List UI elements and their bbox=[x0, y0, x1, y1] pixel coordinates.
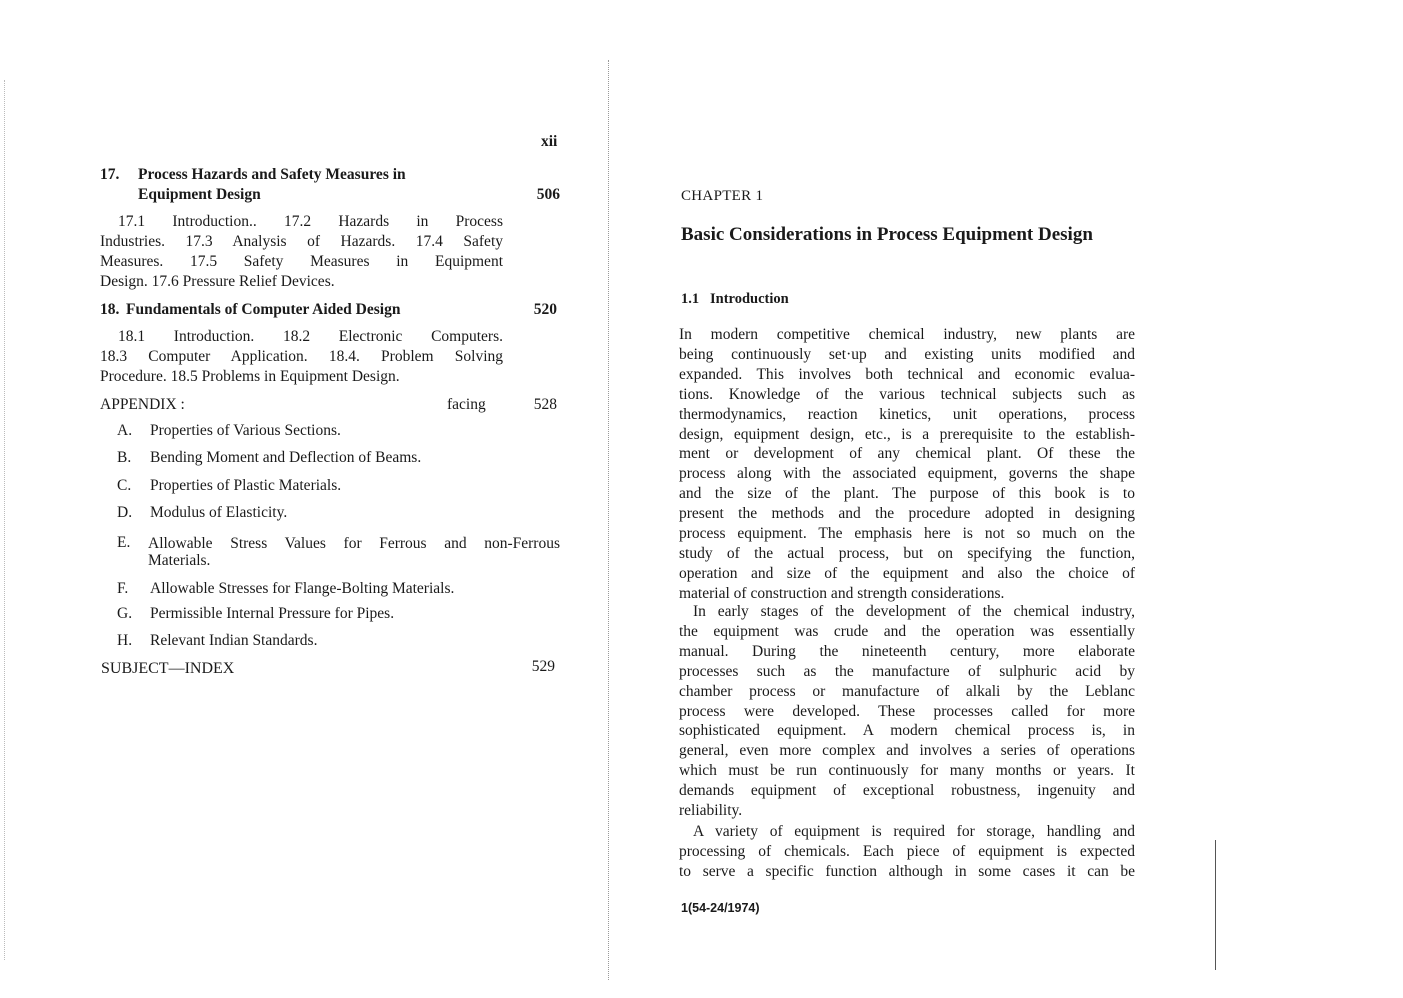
paragraph-line: being continuously set·up and existing units modified and bbox=[679, 345, 1135, 363]
chapter-title: Basic Considerations in Process Equipment Design bbox=[681, 224, 1093, 245]
subject-index-heading: SUBJECT—INDEX bbox=[101, 660, 235, 677]
paragraph-line: design, equipment design, etc., is a prerequisite to the establish- bbox=[679, 425, 1135, 443]
text-line: Measures. 17.5 Safety Measures in Equipment bbox=[100, 253, 503, 270]
paragraph-line: present the methods and the procedure adopted in designing bbox=[679, 505, 1135, 523]
toc-page-number: 520 bbox=[533, 301, 557, 318]
paragraph-line: chamber process or manufacture of alkali by the Leblanc bbox=[679, 682, 1135, 700]
appendix-item-letter: B. bbox=[117, 449, 132, 466]
appendix-item: Bending Moment and Deflection of Beams. bbox=[150, 449, 422, 466]
appendix-item: Relevant Indian Standards. bbox=[150, 632, 318, 649]
paragraph-line: processing of chemicals. Each piece of equipment is expected bbox=[679, 842, 1135, 860]
appendix-item-letter: H. bbox=[117, 632, 133, 649]
toc-page-number: 506 bbox=[536, 186, 560, 203]
appendix-item: Properties of Various Sections. bbox=[150, 422, 341, 439]
paragraph-line: process along with the associated equipment, governs the shape bbox=[679, 465, 1135, 483]
appendix-item: Allowable Stress Values for Ferrous and non-Ferrous bbox=[148, 535, 560, 552]
text-line: 17.1 Introduction.. 17.2 Hazards in Process bbox=[118, 213, 503, 230]
text-line: Industries. 17.3 Analysis of Hazards. 17.4 Safety bbox=[100, 233, 503, 250]
paragraph-line: In modern competitive chemical industry, new plants are bbox=[679, 326, 1135, 343]
appendix-item: Properties of Plastic Materials. bbox=[150, 477, 342, 494]
toc-chapter-number: 18. bbox=[100, 301, 120, 318]
printer-signature: 1(54-24/1974) bbox=[681, 901, 760, 915]
appendix-item-letter: G. bbox=[117, 605, 133, 622]
section-heading: 1.1 Introduction bbox=[681, 291, 789, 307]
paragraph-line: process equipment. The emphasis here is not so much on the bbox=[679, 525, 1135, 542]
paragraph-line: demands equipment of exceptional robustness, ingenuity and bbox=[679, 782, 1135, 800]
appendix-item-letter: D. bbox=[117, 504, 133, 521]
paragraph-line: material of construction and strength considerations. bbox=[679, 584, 1005, 602]
appendix-item-letter: C. bbox=[117, 477, 132, 494]
paragraph-line: and the size of the plant. The purpose of this book is to bbox=[679, 485, 1135, 503]
text-line: Procedure. 18.5 Problems in Equipment Design. bbox=[100, 368, 400, 385]
page-number: xii bbox=[541, 133, 558, 150]
appendix-item-letter: E. bbox=[117, 534, 131, 551]
paragraph-line: to serve a specific function although in some cases it can be bbox=[679, 862, 1135, 880]
chapter-label: CHAPTER 1 bbox=[681, 188, 764, 204]
toc-page-number: 529 bbox=[531, 658, 555, 675]
toc-chapter-title: Process Hazards and Safety Measures in bbox=[138, 166, 406, 183]
appendix-item-letter: A. bbox=[117, 422, 133, 439]
paragraph-line: general, even more complex and involves a series of operations bbox=[679, 742, 1135, 760]
paragraph-line: the equipment was crude and the operation was essentially bbox=[679, 622, 1135, 640]
paragraph-line: tions. Knowledge of the various technical subjects such as bbox=[679, 385, 1135, 403]
appendix-item: Permissible Internal Pressure for Pipes. bbox=[150, 605, 395, 622]
paragraph-line: processes such as the manufacture of sulphuric acid by bbox=[679, 662, 1135, 680]
toc-chapter-number: 17. bbox=[100, 166, 120, 183]
appendix-item: Allowable Stresses for Flange-Bolting Materials. bbox=[150, 580, 455, 597]
paragraph-line: manual. During the nineteenth century, more elaborate bbox=[679, 642, 1135, 660]
paragraph-line: ment or development of any chemical plant. Of these the bbox=[679, 445, 1135, 463]
paragraph-line: A variety of equipment is required for storage, handling and bbox=[693, 823, 1135, 840]
paragraph-line: study of the actual process, but on specifying the function, bbox=[679, 544, 1135, 562]
paragraph-line: which must be run continuously for many months or years. It bbox=[679, 762, 1135, 780]
paragraph-line: expanded. This involves both technical and economic evalua- bbox=[679, 365, 1135, 383]
paragraph-line: process were developed. These processes called for more bbox=[679, 702, 1135, 720]
text-line: 18.1 Introduction. 18.2 Electronic Computers. bbox=[118, 328, 503, 345]
paragraph-line: sophisticated equipment. A modern chemical process is, in bbox=[679, 722, 1135, 740]
book-gutter bbox=[608, 60, 609, 980]
appendix-item: Materials. bbox=[148, 552, 211, 569]
toc-chapter-title: Fundamentals of Computer Aided Design bbox=[126, 301, 401, 318]
toc-chapter-title: Equipment Design bbox=[138, 186, 261, 203]
scan-edge-artifact bbox=[4, 80, 5, 960]
appendix-item: Modulus of Elasticity. bbox=[150, 504, 288, 521]
paragraph-line: reliability. bbox=[679, 802, 743, 819]
appendix-item-letter: F. bbox=[117, 580, 129, 597]
paragraph-line: operation and size of the equipment and also the choice of bbox=[679, 564, 1135, 582]
appendix-heading: APPENDIX : bbox=[100, 396, 185, 413]
appendix-facing: facing bbox=[447, 396, 486, 413]
toc-page-number: 528 bbox=[533, 396, 557, 413]
scan-edge-artifact bbox=[1215, 840, 1216, 970]
paragraph-line: In early stages of the development of the chemical industry, bbox=[693, 603, 1135, 620]
paragraph-line: thermodynamics, reaction kinetics, unit operations, process bbox=[679, 405, 1135, 423]
text-line: 18.3 Computer Application. 18.4. Problem Solving bbox=[100, 348, 503, 365]
text-line: Design. 17.6 Pressure Relief Devices. bbox=[100, 273, 335, 290]
